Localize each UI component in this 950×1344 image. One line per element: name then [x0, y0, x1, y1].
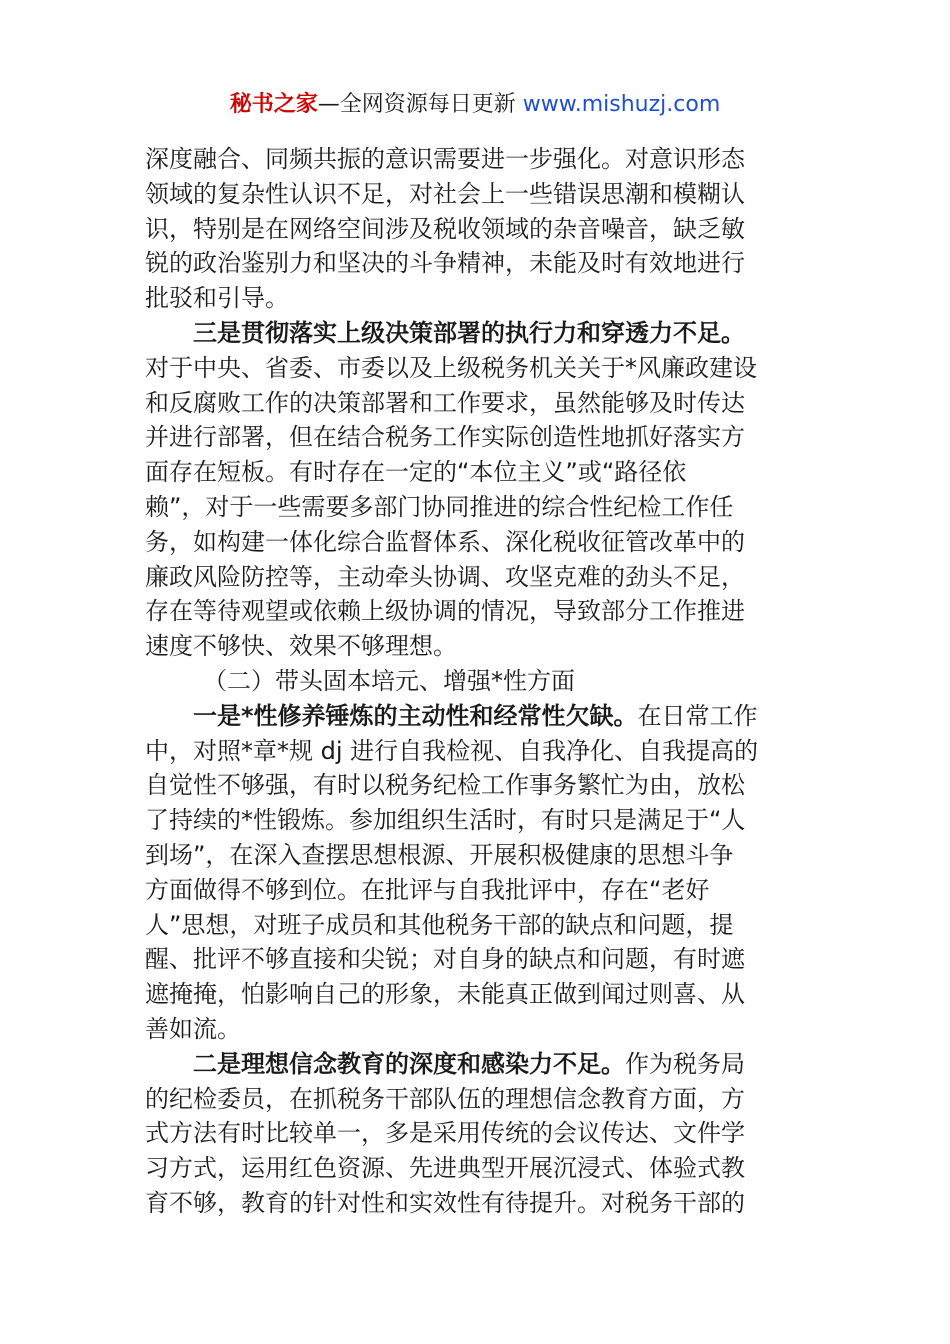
text-line: 习方式，运用红色资源、先进典型开展沉浸式、体验式教: [145, 1154, 745, 1183]
paragraph-lead-tail: 作为税务局: [625, 1049, 745, 1078]
text-line: 廉政风险防控等，主动牵头协调、攻坚克难的劲头不足，: [145, 562, 745, 591]
text-line: 和反腐败工作的决策部署和工作要求，虽然能够及时传达: [145, 388, 745, 417]
paragraph-lead: 二是理想信念教育的深度和感染力不足。: [193, 1049, 625, 1078]
text-line: 自觉性不够强，有时以税务纪检工作事务繁忙为由，放松: [145, 771, 745, 800]
text-line: 速度不够快、效果不够理想。: [145, 632, 457, 661]
text-line: 面存在短板。有时存在一定的“本位主义”或“路径依: [145, 458, 687, 487]
paragraph-lead: 三是贯彻落实上级决策部署的执行力和穿透力不足。: [193, 318, 745, 347]
paragraph-lead-line: [145, 316, 825, 351]
paragraph-lead-line: [145, 1047, 825, 1082]
page-header: [0, 90, 950, 120]
text-line: 深度融合、同频共振的意识需要进一步强化。对意识形态: [145, 145, 745, 173]
text-line: 式方法有时比较单一，多是采用传统的会议传达、文件学: [145, 1119, 745, 1148]
text-line: 对于中央、省委、市委以及上级税务机关关于*风廉政建设: [145, 353, 757, 382]
paragraph-lead: 一是*性修养锤炼的主动性和经常性欠缺。: [193, 701, 638, 730]
text-line: 赖”，对于一些需要多部门协同推进的综合性纪检工作任: [145, 492, 734, 521]
text-line: 的纪检委员，在抓税务干部队伍的理想信念教育方面，方: [145, 1084, 745, 1113]
brand-name: 秘书之家: [229, 92, 318, 117]
site-url-link[interactable]: www.mishuzj.com: [522, 92, 721, 117]
text-line: 并进行部署，但在结合税务工作实际创造性地抓好落实方: [145, 423, 745, 452]
text-line: 中，对照*章*规 dj 进行自我检视、自我净化、自我提高的: [145, 736, 759, 765]
text-line: 善如流。: [145, 1014, 241, 1043]
text-line: 遮掩掩，怕影响自己的形象，未能真正做到闻过则喜、从: [145, 980, 745, 1009]
header-tagline: —全网资源每日更新: [317, 92, 523, 117]
text-line: 识，特别是在网络空间涉及税收领域的杂音噪音，缺乏敏: [145, 214, 745, 243]
text-line: 存在等待观望或依赖上级协调的情况，导致部分工作推进: [145, 597, 745, 626]
text-line: 务，如构建一体化综合监督体系、深化税收征管改革中的: [145, 527, 745, 556]
paragraph-lead-tail: 在日常工作: [637, 701, 758, 730]
text-line: 锐的政治鉴别力和坚决的斗争精神，未能及时有效地进行: [145, 249, 745, 278]
text-line: 育不够，教育的针对性和实效性有待提升。对税务干部的: [145, 1188, 745, 1217]
text-line: 了持续的*性锻炼。参加组织生活时，有时只是满足于“人: [145, 806, 746, 835]
text-line: 醒、批评不够直接和尖锐；对自身的缺点和问题，有时遮: [145, 945, 745, 974]
text-line: 方面做得不够到位。在批评与自我批评中，存在“老好: [145, 875, 710, 904]
document-body: [145, 142, 825, 1221]
section-heading: （二）带头固本培元、增强*性方面: [203, 666, 575, 695]
paragraph-lead-line: [145, 699, 825, 734]
text-line: 到场”，在深入查摆思想根源、开展积极健康的思想斗争: [145, 840, 734, 869]
text-line: 批驳和引导。: [145, 284, 289, 313]
text-line: 领域的复杂性认识不足，对社会上一些错误思潮和模糊认: [145, 179, 745, 208]
text-line: 人”思想，对班子成员和其他税务干部的缺点和问题，提: [145, 910, 734, 939]
